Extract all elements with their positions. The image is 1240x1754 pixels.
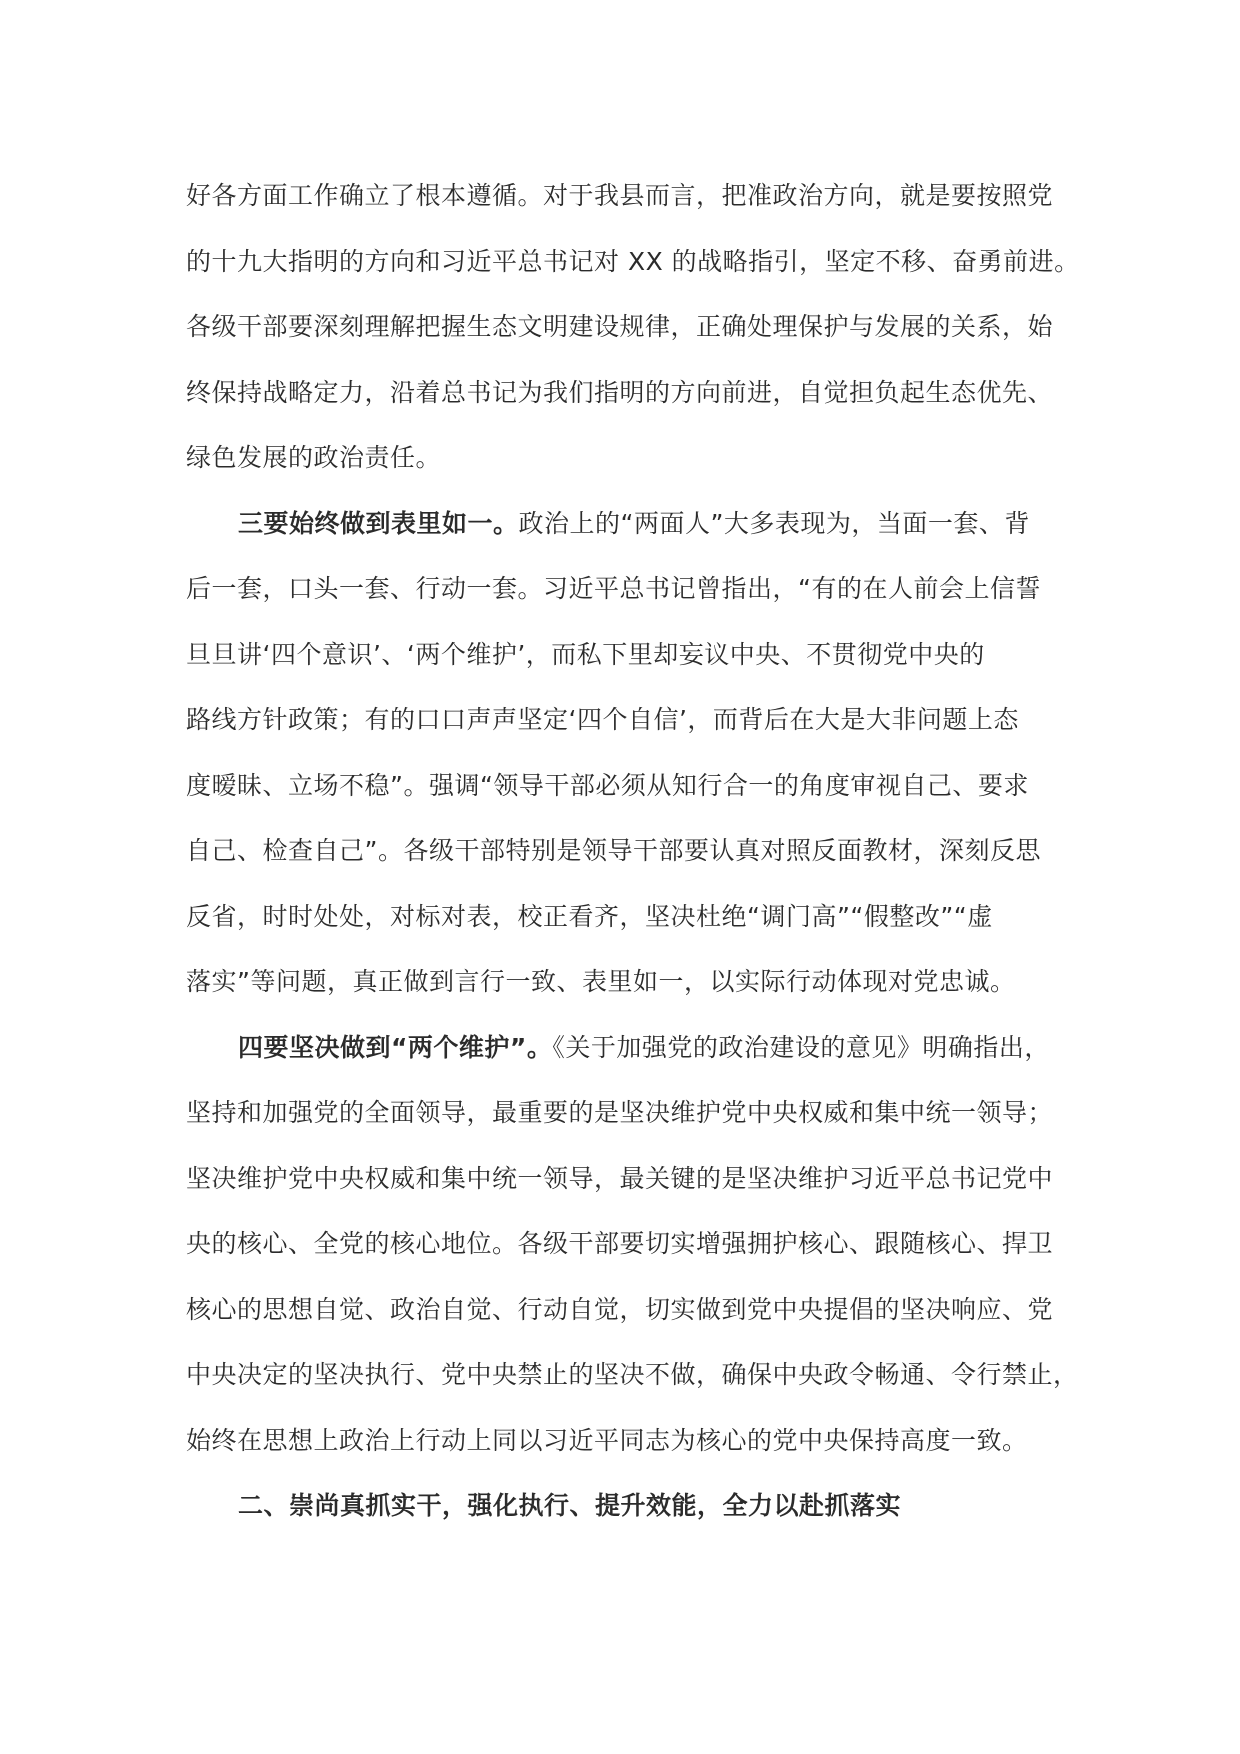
text-line: 绿色发展的政治责任。: [186, 443, 442, 472]
text-line: 反省，时时处处，对标对表，校正看齐，坚决杜绝“调门高”“假整改”“虚: [186, 901, 993, 931]
text-line: 度暧昧、立场不稳”。强调“领导干部必须从知行合一的角度审视自己、要求: [186, 770, 1029, 800]
paragraph-three-first-line: [186, 491, 1066, 557]
section-heading: 二、崇尚真抓实干，强化执行、提升效能，全力以赴抓落实: [238, 1491, 902, 1520]
text-line: 自己、检查自己”。各级干部特别是领导干部要认真对照反面教材，深刻反思: [186, 836, 1041, 865]
paragraph-three-text: 政治上的“两面人”大多表现为，当面一套、背: [518, 508, 1030, 538]
text-line: 旦旦讲‘四个意识’、‘两个维护’，而私下里却妄议中央、不贯彻党中央的: [186, 639, 985, 669]
text-line: 路线方针政策；有的口口声声坚定‘四个自信’，而背后在大是大非问题上态: [186, 705, 1019, 734]
paragraph-four-text: 《关于加强党的政治建设的意见》明确指出，: [552, 1032, 1050, 1062]
text-line: 始终在思想上政治上行动上同以习近平同志为核心的党中央保持高度一致。: [186, 1425, 1028, 1455]
paragraph-four-lead: 四要坚决做到“两个维护”。: [238, 1032, 553, 1062]
text-line: 坚持和加强党的全面领导，最重要的是坚决维护党中央权威和集中统一领导；: [186, 1098, 1054, 1127]
text-line: 好各方面工作确立了根本遵循。对于我县而言，把准政治方向，就是要按照党: [186, 181, 1054, 210]
text-line: 落实”等问题，真正做到言行一致、表里如一，以实际行动体现对党忠诚。: [186, 967, 1016, 996]
paragraph-three-lead: 三要始终做到表里如一。: [238, 508, 519, 538]
text-line: 终保持战略定力，沿着总书记为我们指明的方向前进，自觉担负起生态优先、: [186, 377, 1054, 407]
text-line: 核心的思想自觉、政治自觉、行动自觉，切实做到党中央提倡的坚决响应、党: [186, 1294, 1054, 1324]
text-line: 中央决定的坚决执行、党中央禁止的坚决不做，确保中央政令畅通、令行禁止，: [186, 1360, 1079, 1389]
text-line: 央的核心、全党的核心地位。各级干部要切实增强拥护核心、跟随核心、捍卫: [186, 1229, 1054, 1258]
paragraph-four-first-line: [186, 1015, 1066, 1081]
text-line: 坚决维护党中央权威和集中统一领导，最关键的是坚决维护习近平总书记党中: [186, 1163, 1054, 1193]
text-line: 后一套，口头一套、行动一套。习近平总书记曾指出，“有的在人前会上信誓: [186, 574, 1041, 603]
text-line: 各级干部要深刻理解把握生态文明建设规律，正确处理保护与发展的关系，始: [186, 312, 1054, 341]
text-line: 的十九大指明的方向和习近平总书记对 XX 的战略指引，坚定不移、奋勇前进。: [186, 246, 1080, 276]
document-body: [186, 163, 1080, 1539]
